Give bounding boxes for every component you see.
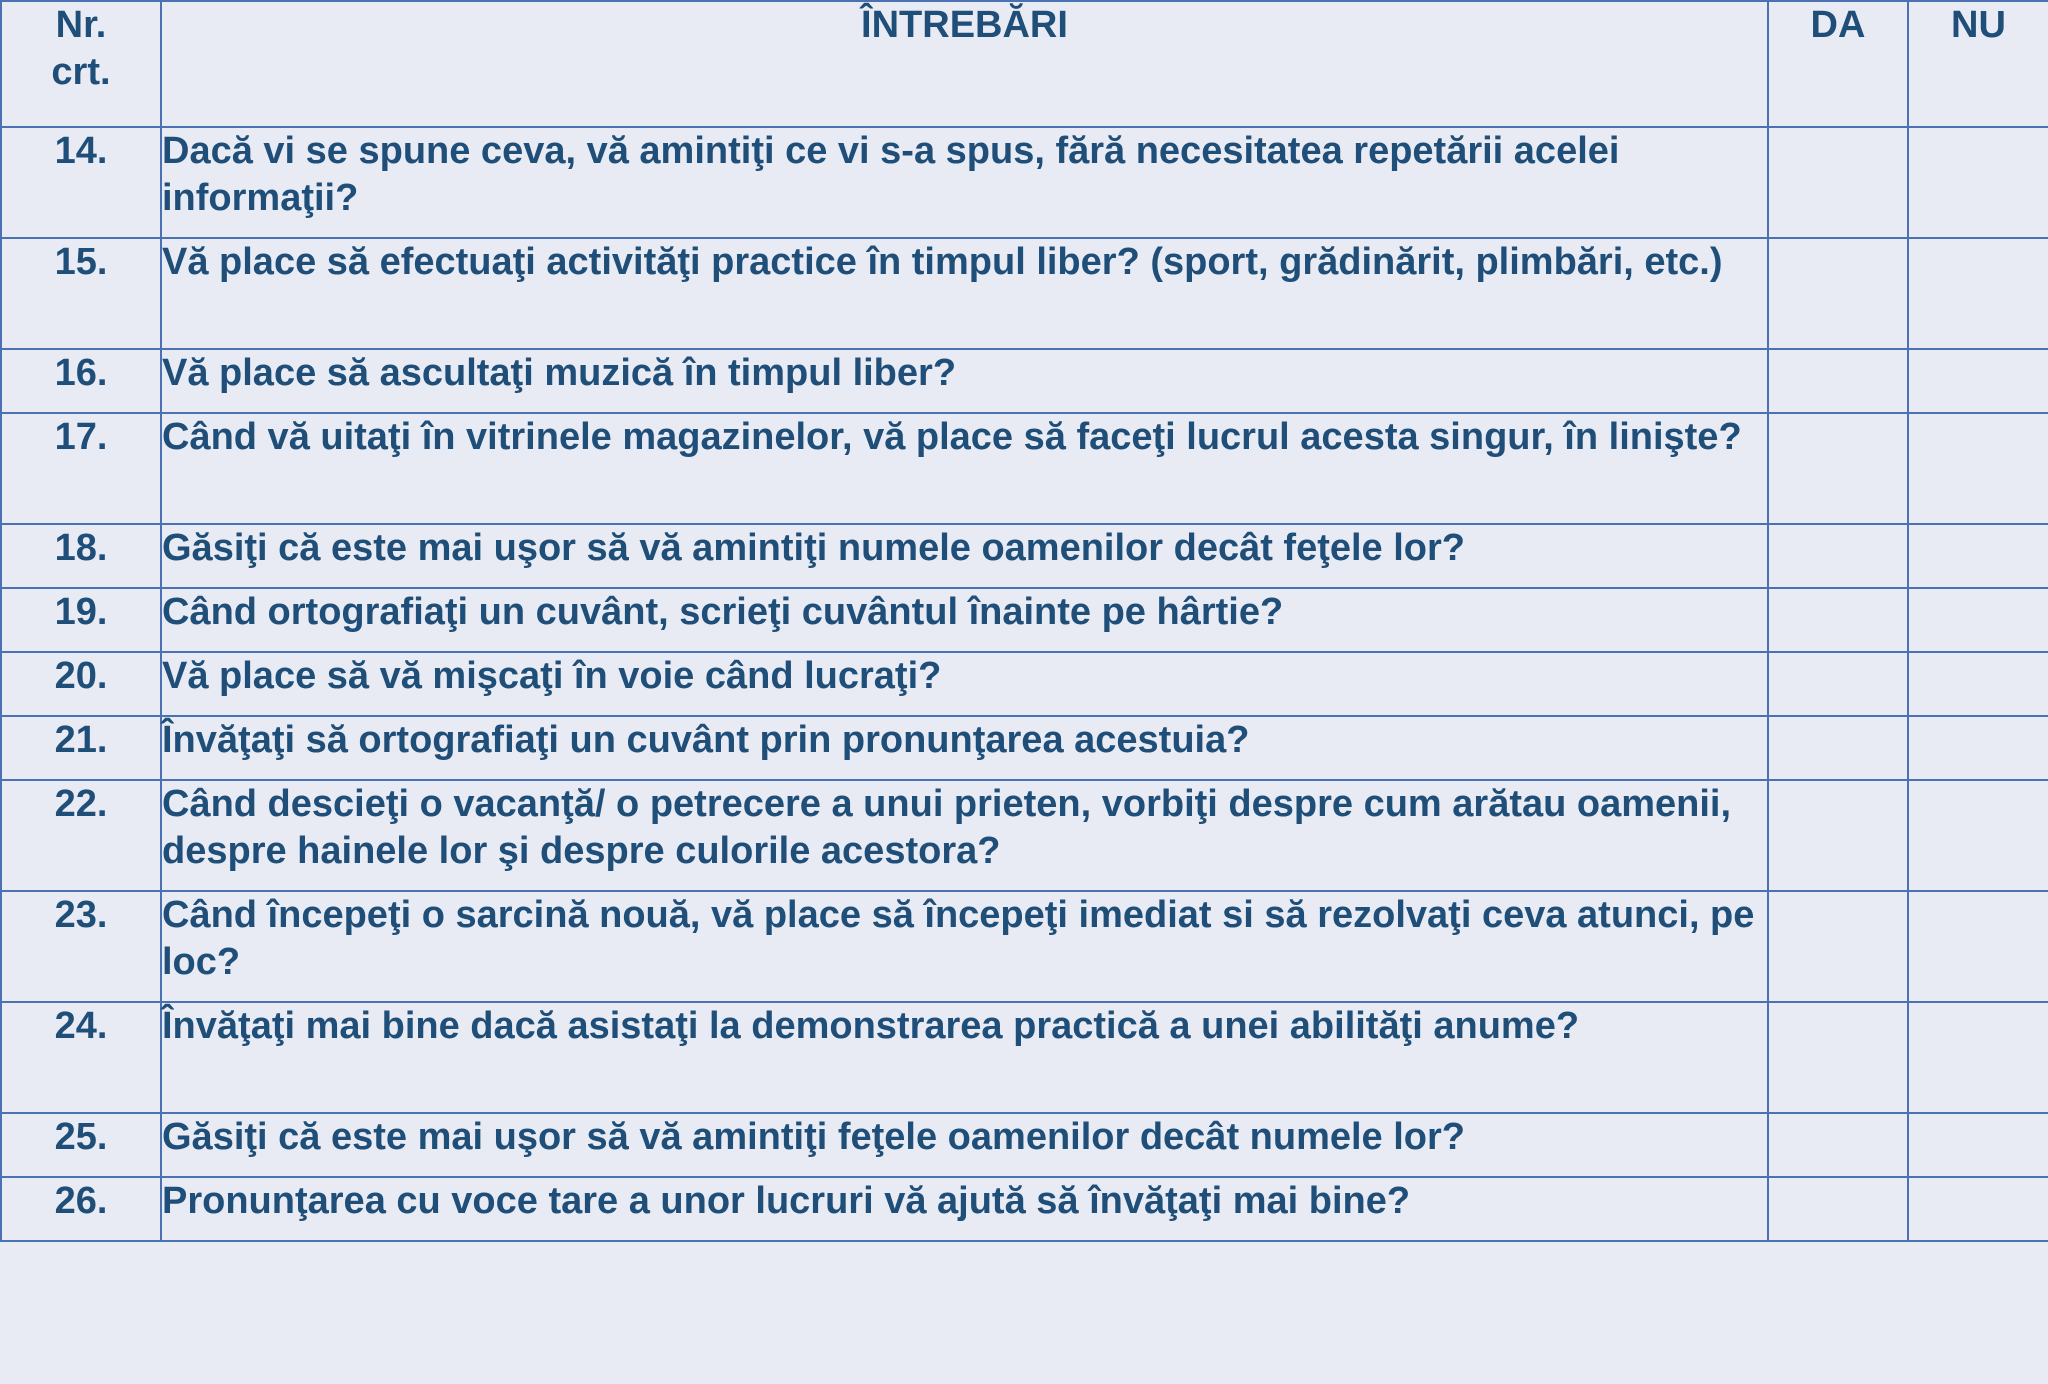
no-cell[interactable] <box>1908 413 2048 524</box>
yes-cell[interactable] <box>1768 1002 1908 1113</box>
no-cell[interactable] <box>1908 1177 2048 1241</box>
row-question: Vă place să efectuaţi activităţi practice în timpul liber? (sport, grădinărit, plimbări, etc.) <box>161 238 1768 349</box>
yes-cell[interactable] <box>1768 891 1908 1002</box>
table-row <box>1 780 2048 891</box>
row-number: 14. <box>1 127 161 238</box>
table-row <box>1 127 2048 238</box>
row-number: 19. <box>1 588 161 652</box>
table-row <box>1 1113 2048 1177</box>
yes-cell[interactable] <box>1768 716 1908 780</box>
table-row <box>1 588 2048 652</box>
no-cell[interactable] <box>1908 1002 2048 1113</box>
row-number: 18. <box>1 524 161 588</box>
row-number: 24. <box>1 1002 161 1113</box>
yes-cell[interactable] <box>1768 524 1908 588</box>
row-question: Învăţaţi să ortografiaţi un cuvânt prin pronunţarea acestuia? <box>161 716 1768 780</box>
no-cell[interactable] <box>1908 349 2048 413</box>
header-nr-line2: crt. <box>51 51 111 93</box>
yes-cell[interactable] <box>1768 1113 1908 1177</box>
table-row <box>1 716 2048 780</box>
yes-cell[interactable] <box>1768 127 1908 238</box>
yes-cell[interactable] <box>1768 238 1908 349</box>
row-number: 17. <box>1 413 161 524</box>
yes-cell[interactable] <box>1768 1177 1908 1241</box>
yes-cell[interactable] <box>1768 652 1908 716</box>
yes-cell[interactable] <box>1768 413 1908 524</box>
table-row <box>1 413 2048 524</box>
yes-cell[interactable] <box>1768 349 1908 413</box>
no-cell[interactable] <box>1908 780 2048 891</box>
header-no: NU <box>1908 1 2048 127</box>
yes-cell[interactable] <box>1768 780 1908 891</box>
row-number: 23. <box>1 891 161 1002</box>
table-row <box>1 524 2048 588</box>
no-cell[interactable] <box>1908 524 2048 588</box>
no-cell[interactable] <box>1908 1113 2048 1177</box>
row-number: 20. <box>1 652 161 716</box>
table-row <box>1 238 2048 349</box>
row-question: Vă place să vă mişcaţi în voie când lucraţi? <box>161 652 1768 716</box>
row-number: 25. <box>1 1113 161 1177</box>
row-number: 15. <box>1 238 161 349</box>
row-question: Când descieţi o vacanţă/ o petrecere a unui prieten, vorbiţi despre cum arătau oamenii, despre hainele lor şi despre culorile acestora? <box>161 780 1768 891</box>
header-questions: ÎNTREBĂRI <box>161 1 1768 127</box>
header-nr <box>1 1 161 127</box>
header-yes: DA <box>1768 1 1908 127</box>
table-row <box>1 1177 2048 1241</box>
table-row <box>1 1002 2048 1113</box>
row-number: 22. <box>1 780 161 891</box>
row-number: 16. <box>1 349 161 413</box>
row-question: Pronunţarea cu voce tare a unor lucruri vă ajută să învăţaţi mai bine? <box>161 1177 1768 1241</box>
row-number: 21. <box>1 716 161 780</box>
no-cell[interactable] <box>1908 588 2048 652</box>
row-question: Găsiţi că este mai uşor să vă amintiţi feţele oamenilor decât numele lor? <box>161 1113 1768 1177</box>
row-question: Învăţaţi mai bine dacă asistaţi la demonstrarea practică a unei abilităţi anume? <box>161 1002 1768 1113</box>
row-question: Găsiţi că este mai uşor să vă amintiţi numele oamenilor decât feţele lor? <box>161 524 1768 588</box>
no-cell[interactable] <box>1908 716 2048 780</box>
row-question: Când începeţi o sarcină nouă, vă place să începeţi imediat si să rezolvaţi ceva atunci, pe loc? <box>161 891 1768 1002</box>
no-cell[interactable] <box>1908 238 2048 349</box>
row-number: 26. <box>1 1177 161 1241</box>
row-question: Când ortografiaţi un cuvânt, scrieţi cuvântul înainte pe hârtie? <box>161 588 1768 652</box>
header-nr-line1: Nr. <box>55 4 107 46</box>
header-row <box>1 1 2048 127</box>
no-cell[interactable] <box>1908 891 2048 1002</box>
table-row <box>1 891 2048 1002</box>
table-row <box>1 349 2048 413</box>
row-question: Vă place să ascultaţi muzică în timpul liber? <box>161 349 1768 413</box>
yes-cell[interactable] <box>1768 588 1908 652</box>
no-cell[interactable] <box>1908 127 2048 238</box>
row-question: Dacă vi se spune ceva, vă amintiţi ce vi s-a spus, fără necesitatea repetării acelei informaţii? <box>161 127 1768 238</box>
row-question: Când vă uitaţi în vitrinele magazinelor, vă place să faceţi lucrul acesta singur, în linişte? <box>161 413 1768 524</box>
no-cell[interactable] <box>1908 652 2048 716</box>
table-row <box>1 652 2048 716</box>
